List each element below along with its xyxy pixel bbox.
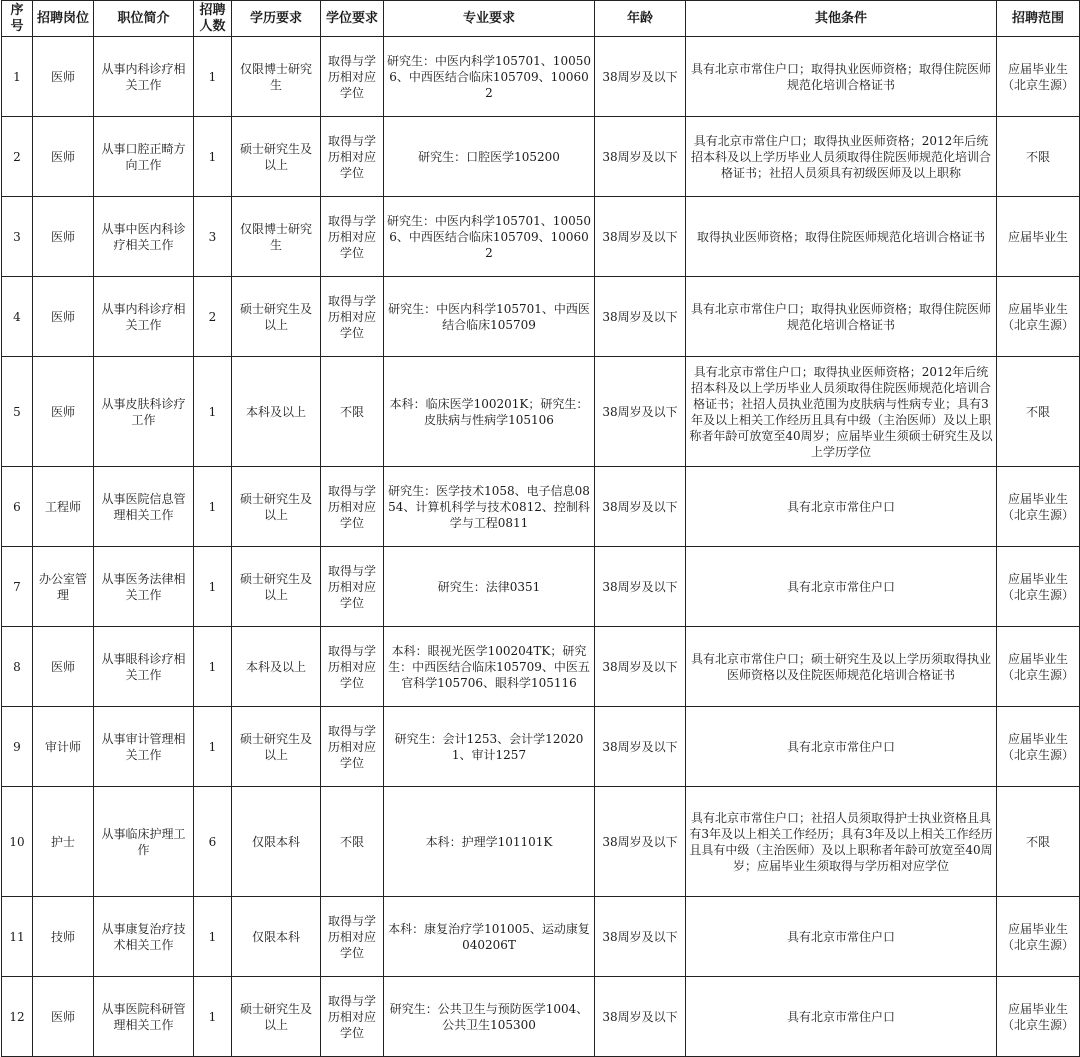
- cell-major: 研究生：口腔医学105200: [384, 117, 595, 197]
- cell-age: 38周岁及以下: [595, 787, 686, 897]
- cell-degree: 取得与学历相对应学位: [321, 977, 384, 1057]
- cell-other: 具有北京市常住户口；硕士研究生及以上学历须取得执业医师资格以及住院医师规范化培训合格证书: [686, 627, 997, 707]
- cell-no: 4: [2, 277, 33, 357]
- header-count: 招聘人数: [194, 1, 232, 37]
- cell-intro: 从事康复治疗技术相关工作: [94, 897, 194, 977]
- cell-post: 护士: [33, 787, 94, 897]
- cell-intro: 从事内科诊疗相关工作: [94, 37, 194, 117]
- cell-major: 本科：临床医学100201K；研究生：皮肤病与性病学105106: [384, 357, 595, 467]
- cell-post: 医师: [33, 627, 94, 707]
- cell-intro: 从事中医内科诊疗相关工作: [94, 197, 194, 277]
- table-row: [2, 197, 1080, 277]
- cell-other: 具有北京市常住户口: [686, 707, 997, 787]
- cell-major: 本科：护理学101101K: [384, 787, 595, 897]
- header-edu: 学历要求: [232, 1, 321, 37]
- cell-post: 医师: [33, 277, 94, 357]
- cell-edu: 硕士研究生及以上: [232, 547, 321, 627]
- cell-other: 具有北京市常住户口；取得执业医师资格；取得住院医师规范化培训合格证书: [686, 277, 997, 357]
- cell-post: 医师: [33, 977, 94, 1057]
- table-row: [2, 707, 1080, 787]
- cell-edu: 仅限博士研究生: [232, 37, 321, 117]
- table-row: [2, 627, 1080, 707]
- cell-edu: 硕士研究生及以上: [232, 277, 321, 357]
- cell-intro: 从事医务法律相关工作: [94, 547, 194, 627]
- cell-count: 1: [194, 467, 232, 547]
- cell-no: 6: [2, 467, 33, 547]
- cell-count: 1: [194, 117, 232, 197]
- cell-intro: 从事眼科诊疗相关工作: [94, 627, 194, 707]
- cell-degree: 取得与学历相对应学位: [321, 197, 384, 277]
- header-age: 年龄: [595, 1, 686, 37]
- cell-no: 5: [2, 357, 33, 467]
- cell-degree: 取得与学历相对应学位: [321, 627, 384, 707]
- cell-edu: 硕士研究生及以上: [232, 707, 321, 787]
- cell-no: 7: [2, 547, 33, 627]
- cell-age: 38周岁及以下: [595, 977, 686, 1057]
- cell-degree: 取得与学历相对应学位: [321, 117, 384, 197]
- cell-intro: 从事皮肤科诊疗工作: [94, 357, 194, 467]
- cell-scope: 应届毕业生（北京生源）: [997, 707, 1080, 787]
- cell-other: 具有北京市常住户口: [686, 547, 997, 627]
- cell-scope: 不限: [997, 117, 1080, 197]
- cell-count: 2: [194, 277, 232, 357]
- cell-count: 1: [194, 627, 232, 707]
- cell-major: 研究生：会计1253、会计学120201、审计1257: [384, 707, 595, 787]
- cell-age: 38周岁及以下: [595, 707, 686, 787]
- cell-edu: 仅限本科: [232, 897, 321, 977]
- cell-count: 1: [194, 977, 232, 1057]
- cell-age: 38周岁及以下: [595, 467, 686, 547]
- header-post: 招聘岗位: [33, 1, 94, 37]
- recruitment-table: [1, 0, 1080, 1057]
- cell-count: 1: [194, 897, 232, 977]
- cell-no: 12: [2, 977, 33, 1057]
- cell-count: 3: [194, 197, 232, 277]
- cell-intro: 从事审计管理相关工作: [94, 707, 194, 787]
- cell-intro: 从事临床护理工作: [94, 787, 194, 897]
- cell-scope: 应届毕业生（北京生源）: [997, 467, 1080, 547]
- cell-major: 研究生：医学技术1058、电子信息0854、计算机科学与技术0812、控制科学与工程0811: [384, 467, 595, 547]
- table-row: [2, 357, 1080, 467]
- cell-age: 38周岁及以下: [595, 117, 686, 197]
- cell-other: 具有北京市常住户口；社招人员须取得护士执业资格且具有3年及以上相关工作经历；具有3年及以上相关工作经历且具有中级（主治医师）及以上职称者年龄可放宽至40周岁；应届毕业生须取得与学历相对应学位: [686, 787, 997, 897]
- cell-age: 38周岁及以下: [595, 277, 686, 357]
- cell-degree: 取得与学历相对应学位: [321, 897, 384, 977]
- cell-other: 具有北京市常住户口: [686, 897, 997, 977]
- cell-no: 2: [2, 117, 33, 197]
- header-row: [2, 1, 1080, 37]
- cell-age: 38周岁及以下: [595, 37, 686, 117]
- table-row: [2, 37, 1080, 117]
- cell-count: 1: [194, 547, 232, 627]
- cell-major: 研究生：公共卫生与预防医学1004、公共卫生105300: [384, 977, 595, 1057]
- cell-age: 38周岁及以下: [595, 897, 686, 977]
- table-row: [2, 467, 1080, 547]
- cell-other: 具有北京市常住户口；取得执业医师资格；2012年后统招本科及以上学历毕业人员须取得住院医师规范化培训合格证书；社招人员执业范围为皮肤病与性病专业；具有3年及以上相关工作经历且具有中级（主治医师）及以上职称者年龄可放宽至40周岁；应届毕业生须硕士研究生及以上学历学位: [686, 357, 997, 467]
- cell-count: 1: [194, 357, 232, 467]
- cell-edu: 仅限博士研究生: [232, 197, 321, 277]
- cell-degree: 不限: [321, 357, 384, 467]
- cell-edu: 硕士研究生及以上: [232, 467, 321, 547]
- cell-other: 具有北京市常住户口: [686, 467, 997, 547]
- cell-age: 38周岁及以下: [595, 547, 686, 627]
- cell-age: 38周岁及以下: [595, 627, 686, 707]
- cell-major: 研究生：中医内科学105701、中西医结合临床105709: [384, 277, 595, 357]
- cell-post: 审计师: [33, 707, 94, 787]
- cell-degree: 取得与学历相对应学位: [321, 467, 384, 547]
- cell-edu: 硕士研究生及以上: [232, 117, 321, 197]
- table-row: [2, 897, 1080, 977]
- cell-age: 38周岁及以下: [595, 357, 686, 467]
- header-intro: 职位简介: [94, 1, 194, 37]
- header-no: 序号: [2, 1, 33, 37]
- cell-other: 取得执业医师资格；取得住院医师规范化培训合格证书: [686, 197, 997, 277]
- cell-other: 具有北京市常住户口: [686, 977, 997, 1057]
- cell-other: 具有北京市常住户口；取得执业医师资格；2012年后统招本科及以上学历毕业人员须取得住院医师规范化培训合格证书；社招人员须具有初级医师及以上职称: [686, 117, 997, 197]
- cell-no: 11: [2, 897, 33, 977]
- cell-degree: 不限: [321, 787, 384, 897]
- cell-no: 9: [2, 707, 33, 787]
- cell-intro: 从事医院科研管理相关工作: [94, 977, 194, 1057]
- cell-edu: 仅限本科: [232, 787, 321, 897]
- cell-no: 3: [2, 197, 33, 277]
- header-major: 专业要求: [384, 1, 595, 37]
- cell-age: 38周岁及以下: [595, 197, 686, 277]
- cell-degree: 取得与学历相对应学位: [321, 547, 384, 627]
- cell-major: 研究生：中医内科学105701、100506、中西医结合临床105709、100602: [384, 37, 595, 117]
- cell-post: 工程师: [33, 467, 94, 547]
- cell-edu: 硕士研究生及以上: [232, 977, 321, 1057]
- cell-post: 医师: [33, 117, 94, 197]
- table-row: [2, 547, 1080, 627]
- cell-count: 6: [194, 787, 232, 897]
- table-body: [2, 37, 1080, 1057]
- cell-degree: 取得与学历相对应学位: [321, 707, 384, 787]
- cell-post: 医师: [33, 357, 94, 467]
- cell-other: 具有北京市常住户口；取得执业医师资格；取得住院医师规范化培训合格证书: [686, 37, 997, 117]
- cell-scope: 应届毕业生（北京生源）: [997, 547, 1080, 627]
- table-row: [2, 117, 1080, 197]
- cell-post: 技师: [33, 897, 94, 977]
- cell-edu: 本科及以上: [232, 357, 321, 467]
- cell-edu: 本科及以上: [232, 627, 321, 707]
- cell-scope: 应届毕业生（北京生源）: [997, 277, 1080, 357]
- header-scope: 招聘范围: [997, 1, 1080, 37]
- cell-no: 8: [2, 627, 33, 707]
- header-other: 其他条件: [686, 1, 997, 37]
- table-row: [2, 787, 1080, 897]
- cell-count: 1: [194, 37, 232, 117]
- table-row: [2, 277, 1080, 357]
- cell-post: 医师: [33, 37, 94, 117]
- cell-count: 1: [194, 707, 232, 787]
- cell-post: 办公室管理: [33, 547, 94, 627]
- cell-degree: 取得与学历相对应学位: [321, 277, 384, 357]
- cell-degree: 取得与学历相对应学位: [321, 37, 384, 117]
- cell-major: 本科：康复治疗学101005、运动康复040206T: [384, 897, 595, 977]
- cell-major: 本科：眼视光医学100204TK；研究生：中西医结合临床105709、中医五官科学105706、眼科学105116: [384, 627, 595, 707]
- cell-scope: 不限: [997, 787, 1080, 897]
- cell-major: 研究生：法律0351: [384, 547, 595, 627]
- header-degree: 学位要求: [321, 1, 384, 37]
- cell-intro: 从事医院信息管理相关工作: [94, 467, 194, 547]
- cell-scope: 应届毕业生（北京生源）: [997, 37, 1080, 117]
- cell-intro: 从事内科诊疗相关工作: [94, 277, 194, 357]
- cell-post: 医师: [33, 197, 94, 277]
- cell-scope: 应届毕业生（北京生源）: [997, 897, 1080, 977]
- cell-major: 研究生：中医内科学105701、100506、中西医结合临床105709、100602: [384, 197, 595, 277]
- cell-scope: 应届毕业生（北京生源）: [997, 627, 1080, 707]
- table-row: [2, 977, 1080, 1057]
- cell-scope: 应届毕业生（北京生源）: [997, 977, 1080, 1057]
- cell-scope: 应届毕业生: [997, 197, 1080, 277]
- cell-no: 10: [2, 787, 33, 897]
- cell-scope: 不限: [997, 357, 1080, 467]
- cell-no: 1: [2, 37, 33, 117]
- cell-intro: 从事口腔正畸方向工作: [94, 117, 194, 197]
